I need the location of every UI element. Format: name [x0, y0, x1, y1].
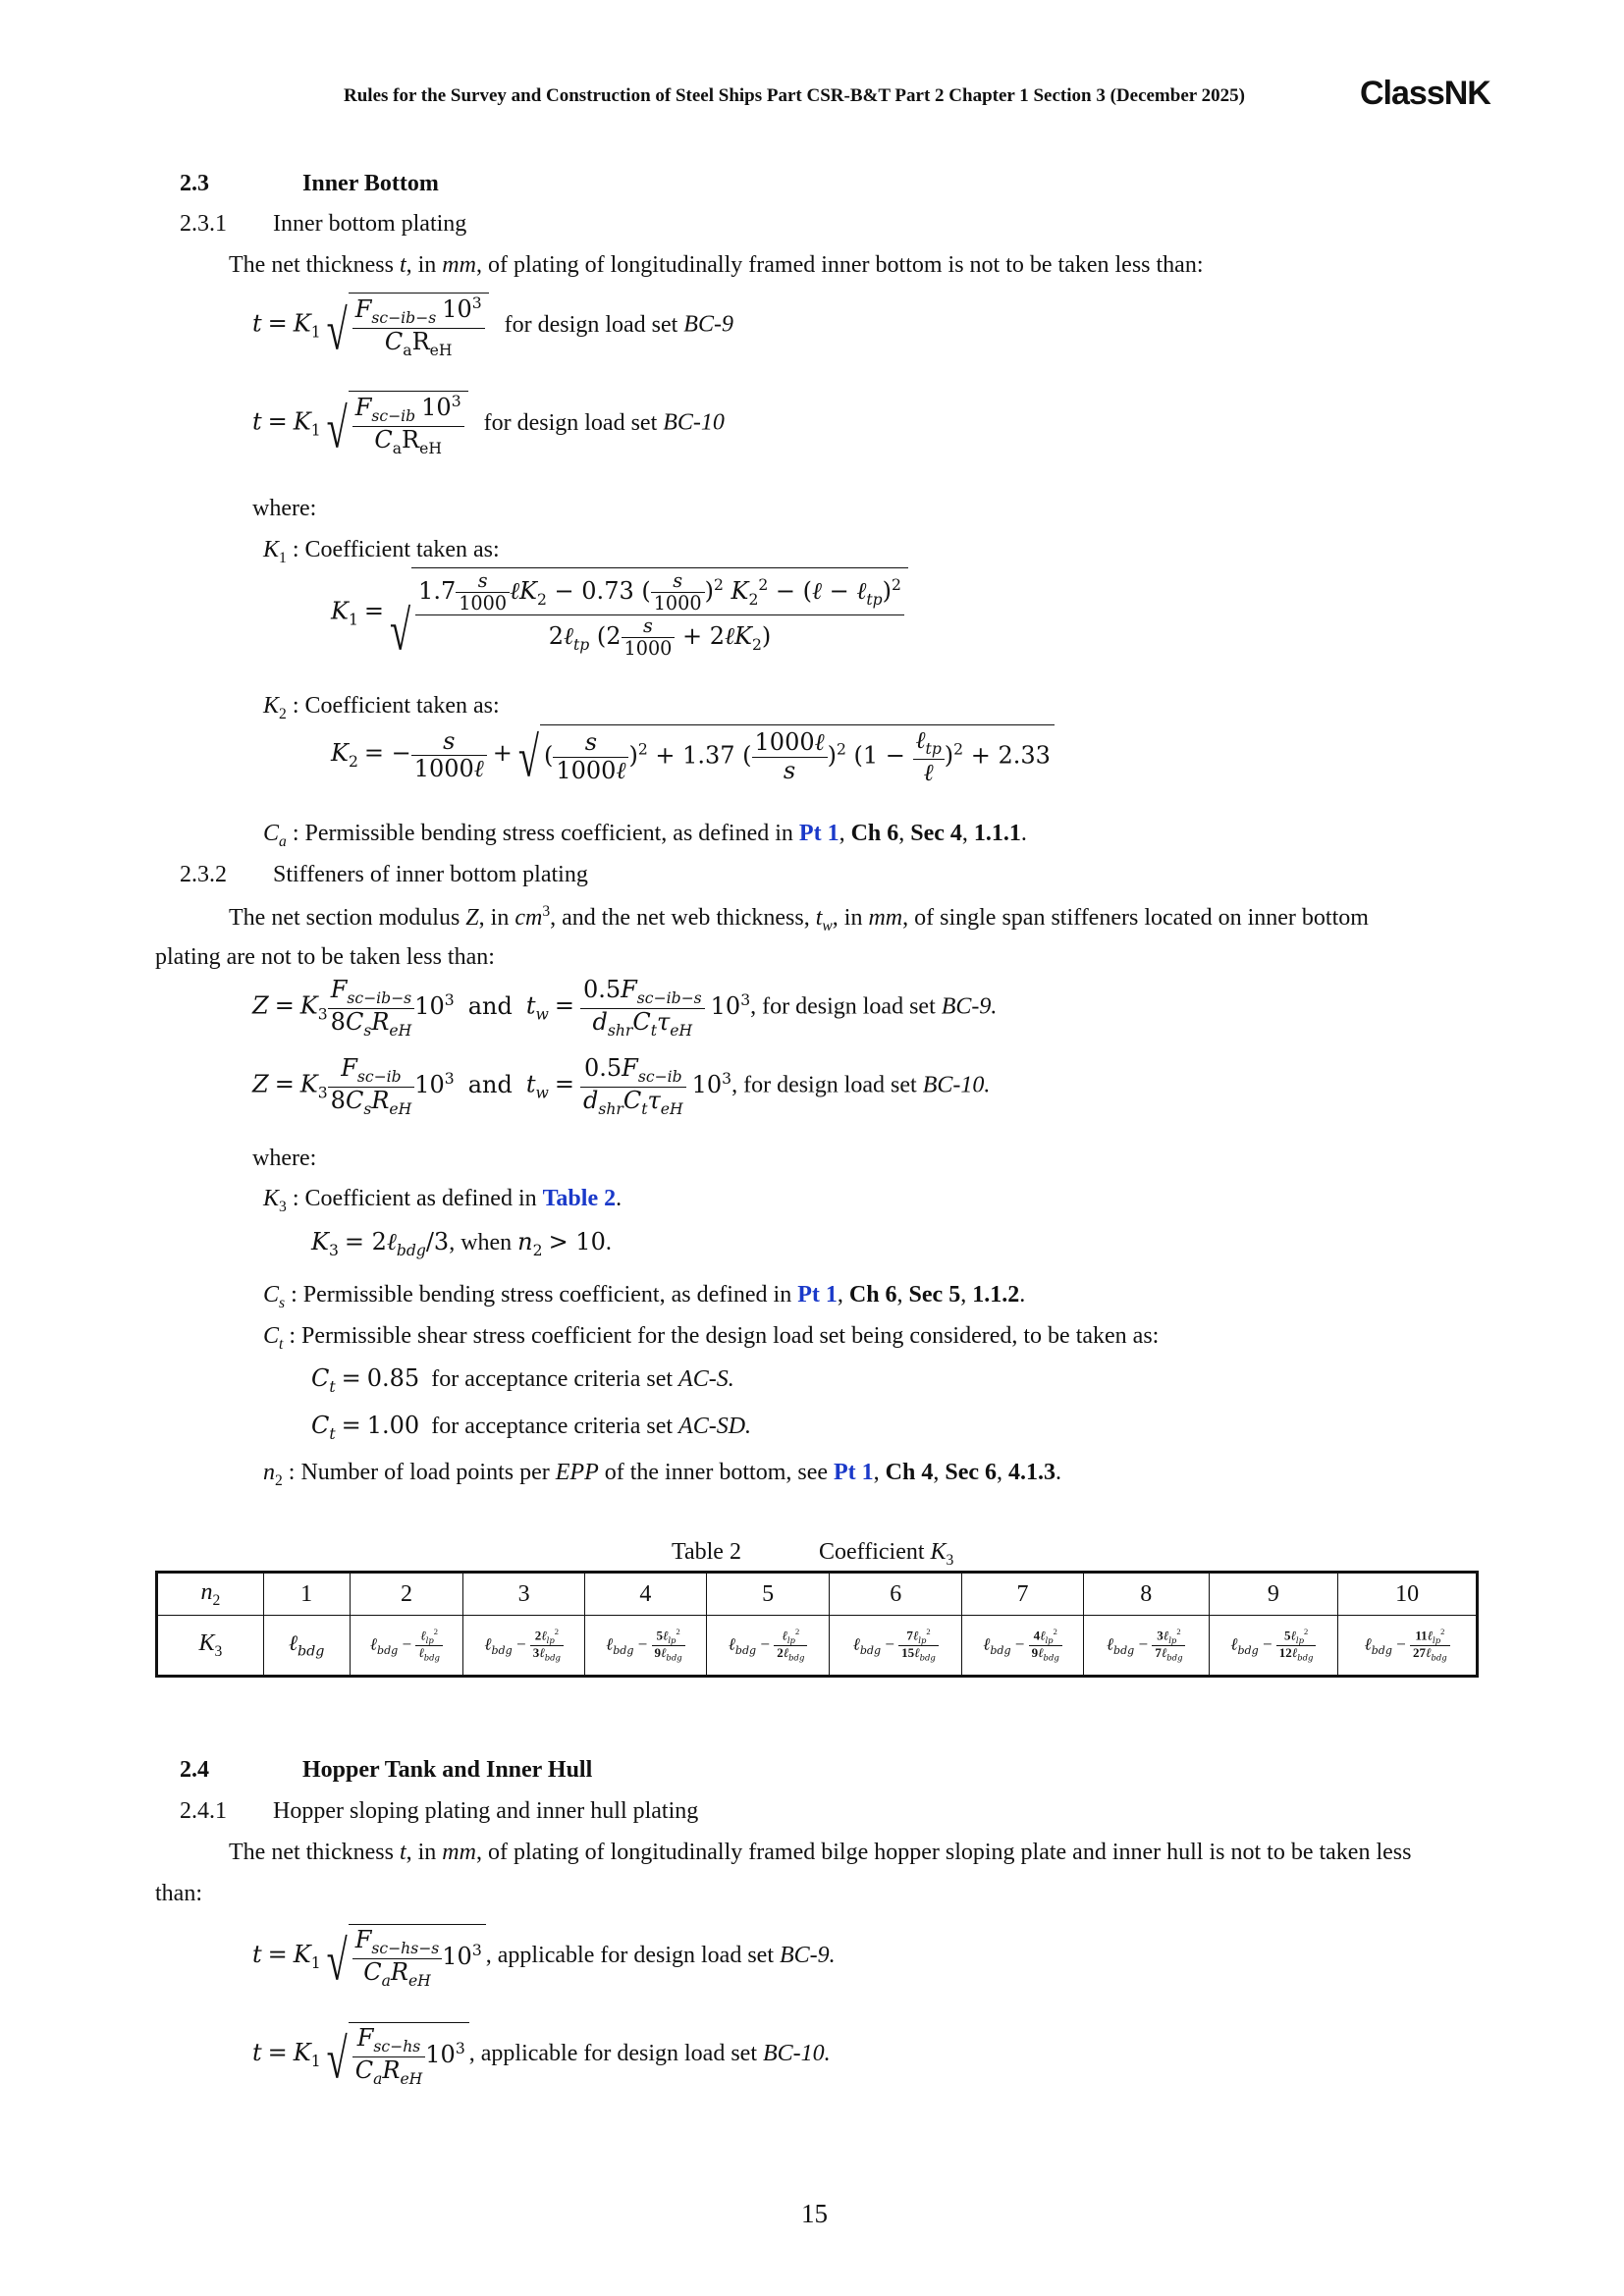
- subsection-title: Stiffeners of inner bottom plating: [273, 862, 588, 887]
- k2-definition: $K_2$ : Coefficient taken as:: [263, 693, 500, 722]
- table-2-link[interactable]: Table 2: [542, 1186, 617, 1211]
- paragraph: The net thickness t, in mm, of plating of longitudinally framed bilge hopper sloping plate and inner hull is not to be taken less: [229, 1840, 1412, 1865]
- paragraph: The net thickness t, in mm, of plating of longitudinally framed inner bottom is not to be taken less than:: [229, 252, 1204, 278]
- k3-definition: $K_3$ : Coefficient as defined in Table 2.: [263, 1186, 623, 1215]
- subsection-title: Inner bottom plating: [273, 211, 467, 237]
- ct-value-acs: $C_t = 0.85$ for acceptance criteria set AC-S.: [311, 1364, 734, 1396]
- page-number: 15: [801, 2199, 828, 2228]
- where-label: where:: [252, 1146, 317, 1171]
- row-header-n2: $n_2$: [157, 1573, 264, 1616]
- subsection-number: 2.3.1: [180, 211, 227, 237]
- equation-hopper-bc9: $t = K_1$ √ $\frac{F_{sc-hs-s}}{C_aR_{eH}}$ $10^3$ , applicable for design load set BC-9.: [252, 1926, 836, 1993]
- table-cell: ℓ$_{bdg}$ − $\frac{7\ell_{lp}^2}{15\ell_{bdg}}$: [830, 1616, 962, 1677]
- paragraph: The net section modulus Z, in $cm^3$, and the net web thickness, $t_w$, in mm, of single span stiffeners located on inner bottom: [229, 903, 1369, 934]
- table-cell: 10: [1338, 1573, 1478, 1616]
- section-title: Hopper Tank and Inner Hull: [302, 1757, 593, 1783]
- coefficient-k3-table: [155, 1571, 1479, 1678]
- paragraph-continuation: than:: [155, 1881, 202, 1906]
- equation-k2: $K_2$ = − $\frac{s}{\text{1000ℓ}}$ + √ ( $\frac{s}{\text{1000ℓ}}$ )$^2$ + 1.37 ( $\frac{\text{1000ℓ}}{s}$ )$^2$ (1 − $\frac{\ell_{tp}}{\text{ℓ}}$ )$^2$ + 2.33: [331, 724, 1055, 786]
- equation-t-bc10: $t = K_1$ √ $\frac{F_{sc-ib} 10^3}{C_aR_{eH}}$ for design load set BC-10: [252, 393, 725, 460]
- table-cell: 7: [962, 1573, 1084, 1616]
- equation-hopper-bc10: $t = K_1$ √ $\frac{F_{sc-hs}}{C_aR_{eH}}$ $10^3$ , applicable for design load set BC-10.: [252, 2024, 831, 2091]
- ref-pt1-link[interactable]: Pt 1: [798, 821, 839, 846]
- table-title: Coefficient $K_3$: [819, 1539, 954, 1569]
- table-cell: 5: [706, 1573, 830, 1616]
- equation-z-bc9: $Z = K_3$ $\frac{F_{sc-ib-s}}{8C_sR_{eH}}$ $10^3$ and $t_w$ = $\frac{0.5F_{sc-ib-s}}{d_{shr}C_t\tau_{eH}}$ $10^3$, for design load set BC-9.: [252, 976, 998, 1040]
- ref-pt1-link[interactable]: Pt 1: [797, 1282, 838, 1308]
- table-row: [157, 1616, 1478, 1677]
- table-cell: ℓ$_{bdg}$: [263, 1616, 350, 1677]
- table-cell: 6: [830, 1573, 962, 1616]
- table-cell: 8: [1083, 1573, 1209, 1616]
- table-cell: ℓ$_{bdg}$ − $\frac{4\ell_{lp}^2}{9\ell_{bdg}}$: [962, 1616, 1084, 1677]
- table-cell: ℓ$_{bdg}$ − $\frac{5\ell_{lp}^2}{12\ell_{bdg}}$: [1209, 1616, 1338, 1677]
- equation-z-bc10: $Z = K_3$ $\frac{F_{sc-ib}}{8C_sR_{eH}}$ $10^3$ and $t_w$ = $\frac{0.5F_{sc-ib}}{d_{shr}C_t\tau_{eH}}$ $10^3$, for design load set BC-10.: [252, 1054, 991, 1118]
- paragraph-continuation: plating are not to be taken less than:: [155, 944, 495, 970]
- section-title: Inner Bottom: [302, 171, 439, 196]
- ct-value-acsd: $C_t = 1.00$ for acceptance criteria set AC-SD.: [311, 1412, 752, 1443]
- ct-definition: $C_t$ : Permissible shear stress coefficient for the design load set being considered, to be taken as:: [263, 1323, 1160, 1353]
- table-cell: 4: [585, 1573, 707, 1616]
- subsection-title: Hopper sloping plating and inner hull plating: [273, 1798, 699, 1824]
- section-number: 2.3: [180, 171, 209, 196]
- running-header: Rules for the Survey and Construction of Steel Ships Part CSR-B&T Part 2 Chapter 1 Section 3 (December 2025): [344, 85, 1245, 106]
- table-cell: 2: [350, 1573, 463, 1616]
- table-cell: 3: [463, 1573, 585, 1616]
- section-number: 2.4: [180, 1757, 209, 1783]
- table-cell: 9: [1209, 1573, 1338, 1616]
- ca-definition: $C_a$ : Permissible bending stress coefficient, as defined in Pt 1, Ch 6, Sec 4, 1.1.1.: [263, 821, 1027, 850]
- k1-definition: $K_1$ : Coefficient taken as:: [263, 537, 500, 566]
- cs-definition: $C_s$ : Permissible bending stress coefficient, as defined in Pt 1, Ch 6, Sec 5, 1.1.2.: [263, 1282, 1026, 1311]
- where-label: where:: [252, 496, 317, 521]
- k3-formula: $K_3$ = 2ℓ$_{bdg}$/3, when $n_2 > 10$.: [311, 1228, 612, 1259]
- table-caption: Table 2: [672, 1539, 741, 1565]
- table-cell: ℓ$_{bdg}$ − $\frac{11\ell_{lp}^2}{27\ell_{bdg}}$: [1338, 1616, 1478, 1677]
- subsection-number: 2.4.1: [180, 1798, 227, 1824]
- table-cell: ℓ$_{bdg}$ − $\frac{3\ell_{lp}^2}{7\ell_{bdg}}$: [1083, 1616, 1209, 1677]
- ref-pt1-link[interactable]: Pt 1: [834, 1460, 874, 1485]
- n2-definition: $n_2$ : Number of load points per EPP of the inner bottom, see Pt 1, Ch 4, Sec 6, 4.1.3.: [263, 1460, 1062, 1489]
- table-cell: ℓ$_{bdg}$ − $\frac{5\ell_{lp}^2}{9\ell_{bdg}}$: [585, 1616, 707, 1677]
- table-cell: 1: [263, 1573, 350, 1616]
- table-cell: ℓ$_{bdg}$ − $\frac{2\ell_{lp}^2}{3\ell_{bdg}}$: [463, 1616, 585, 1677]
- table-cell: ℓ$_{bdg}$ − $\frac{\ell_{lp}^2}{\ell_{bdg}}$: [350, 1616, 463, 1677]
- row-header-k3: $K_3$: [157, 1616, 264, 1677]
- table-cell: ℓ$_{bdg}$ − $\frac{\ell_{lp}^2}{2\ell_{bdg}}$: [706, 1616, 830, 1677]
- table-row: [157, 1573, 1478, 1616]
- equation-t-bc9: $t = K_1$ √ $\frac{F_{sc-ib-s} 10^3}{C_aR_{eH}}$ for design load set BC-9: [252, 294, 733, 362]
- classnk-logo: ClassNK: [1360, 75, 1490, 112]
- subsection-number: 2.3.2: [180, 862, 227, 887]
- equation-k1: $K_1$ = √ 1.7 $\frac{s}{1000}$ ℓK$_2$ − 0.73 ( $\frac{s}{1000}$ )$^2$ $K_2^2$ − (ℓ − ℓ$_{tp}$)$^2$ 2ℓ$_{tp}$ (2 $\frac{s}{1000}$ + 2ℓK$_2$): [331, 567, 908, 660]
